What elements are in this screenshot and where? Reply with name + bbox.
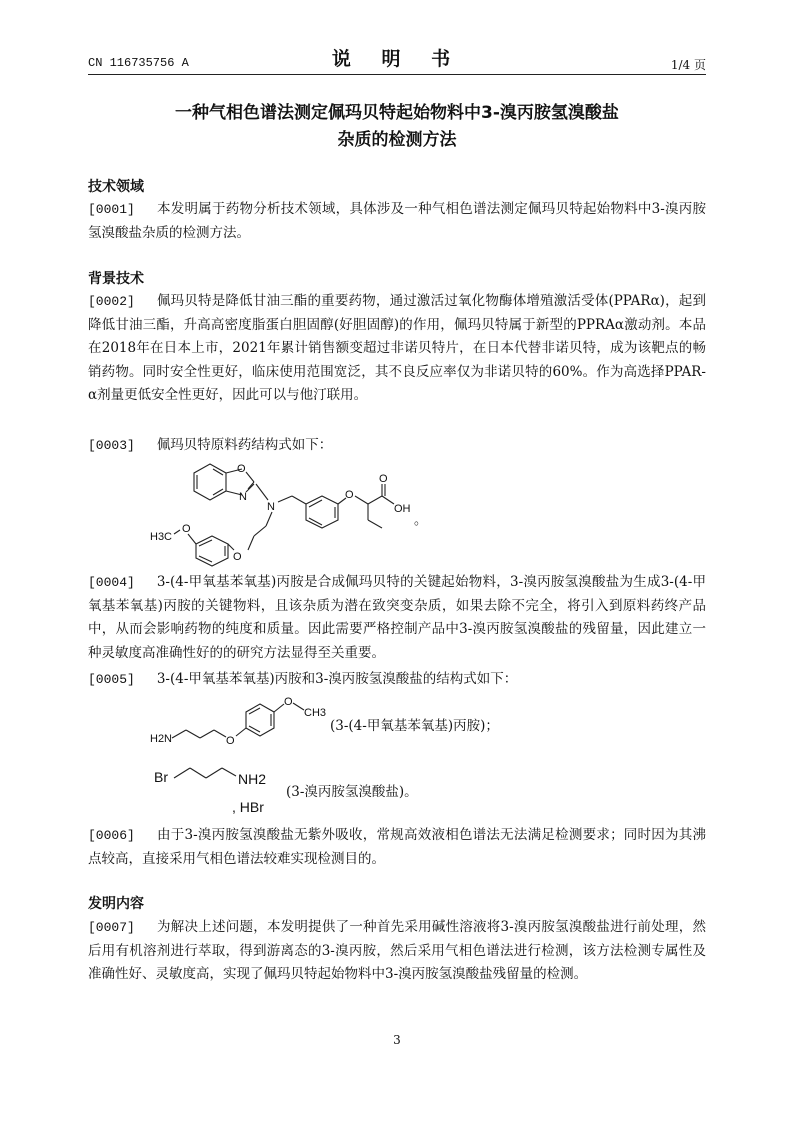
paragraph-0002 [88, 290, 706, 408]
document-type: 说 明 书 [331, 48, 463, 70]
paragraph-number: [0005] [88, 672, 135, 687]
paragraph-text: 3-(4-甲氧基苯氧基)丙胺和3-溴丙胺氢溴酸盐的结构式如下： [156, 671, 518, 687]
methoxy-oxygen-label: O [284, 696, 293, 708]
methoxy-oxygen-label: O [182, 523, 191, 535]
paragraph-text: 佩玛贝特是降低甘油三酯的重要药物，通过激活过氧化物酶体增殖激活受体(PPARα)，起到降低甘油三酯，升高高密度脂蛋白胆固醇(好胆固醇)的作用，佩玛贝特属于新型的PPRAα激动剂。本品在2018年在日本上市，2021年累计销售额变超过非诺贝特片，在日本代替非诺贝特，成为该靶点的畅销药物。同时安全性更好，临床使用范围宽泛，其不良反应率仅为非诺贝特的60%。作为高选择PPAR-α剂量更低安全性更好，因此可以与他汀联用。 [88, 293, 706, 404]
ring-nitrogen-label: N [239, 491, 247, 503]
phenoxy-oxygen-label: O [233, 551, 242, 563]
paragraph-number: [0003] [88, 438, 135, 453]
section-heading-invention: 发明内容 [88, 896, 144, 912]
paragraph-0001 [88, 198, 706, 245]
paragraph-number: [0004] [88, 575, 135, 590]
paragraph-0003 [88, 434, 706, 458]
ether-oxygen-label: O [345, 489, 354, 501]
paragraph-number: [0007] [88, 920, 135, 935]
section-heading-tech-field: 技术领域 [88, 179, 144, 195]
phenoxy-oxygen-label: O [226, 735, 235, 747]
paragraph-number: [0002] [88, 294, 135, 309]
hbr-label: , HBr [232, 799, 264, 815]
amine-label: H2N [150, 733, 173, 745]
page-indicator: 1/4 页 [670, 58, 706, 72]
hydroxyl-label: OH [394, 503, 411, 515]
paragraph-0004 [88, 571, 706, 665]
amine-caption: (3-(4-甲氧基苯氧基)丙胺)； [330, 718, 499, 734]
amine-nitrogen-label: N [267, 501, 275, 513]
methyl-label: CH3 [304, 707, 327, 719]
pemafibrate-structure [150, 458, 450, 570]
paragraph-text: 为解决上述问题，本发明提供了一种首先采用碱性溶液将3-溴丙胺氢溴酸盐进行前处理，然后用有机溶剂进行萃取，得到游离态的3-溴丙胺，然后采用气相色谱法进行检测，该方法检测专属性及准确性好、灵敏度高，实现了佩玛贝特起始物料中3-溴丙胺氢溴酸盐残留量的检测。 [88, 919, 706, 983]
paragraph-0005 [88, 668, 706, 692]
methoxy-methyl-label: H3C [150, 531, 173, 543]
paragraph-0006 [88, 824, 706, 871]
paragraph-text: 由于3-溴丙胺氢溴酸盐无紫外吸收，常规高效液相色谱法无法满足检测要求；同时因为其沸点较高，直接采用气相色谱法较难实现检测目的。 [88, 827, 706, 867]
paragraph-0007 [88, 916, 706, 987]
title-line-2: 杂质的检测方法 [337, 130, 457, 150]
structure-end-mark: 。 [414, 512, 428, 527]
section-heading-background: 背景技术 [88, 271, 144, 287]
amine-benzene-ring [246, 704, 274, 736]
amine-label: NH2 [238, 771, 267, 787]
paragraph-text: 佩玛贝特原料药结构式如下： [156, 437, 333, 453]
carbonyl-oxygen-label: O [379, 473, 388, 485]
methoxyphenoxypropylamine-structure [150, 694, 330, 750]
bromo-caption: (3-溴丙胺氢溴酸盐)。 [286, 784, 418, 800]
publication-number: CN 116735756 A [88, 56, 189, 70]
paragraph-number: [0006] [88, 828, 135, 843]
bromine-label: Br [154, 769, 168, 785]
header-rule [88, 74, 706, 75]
paragraph-text: 3-(4-甲氧基苯氧基)丙胺是合成佩玛贝特的关键起始物料，3-溴丙胺氢溴酸盐为生成3-(4-甲氧基苯氧基)丙胺的关键物料，且该杂质为潜在致突变杂质，如果去除不完全，将引入到原料药终产品中，从而会影响药物的纯度和质量。因此需要严格控制产品中3-溴丙胺氢溴酸盐的残留量，因此建立一种灵敏度高准确性好的的研究方法显得至关重要。 [88, 574, 706, 661]
page-number: 3 [393, 1033, 401, 1047]
ring-oxygen-label: O [237, 463, 246, 475]
page-header [88, 44, 706, 74]
bromopropylamine-structure [150, 760, 280, 818]
title-line-1: 一种气相色谱法测定佩玛贝特起始物料中3-溴丙胺氢溴酸盐 [175, 103, 619, 123]
benzyl-ring [306, 496, 338, 528]
document-title [88, 100, 706, 154]
paragraph-text: 本发明属于药物分析技术领域，具体涉及一种气相色谱法测定佩玛贝特起始物料中3-溴丙胺氢溴酸盐杂质的检测方法。 [88, 201, 706, 241]
benzoxazole-benzene-ring [194, 464, 226, 500]
paragraph-number: [0001] [88, 202, 135, 217]
